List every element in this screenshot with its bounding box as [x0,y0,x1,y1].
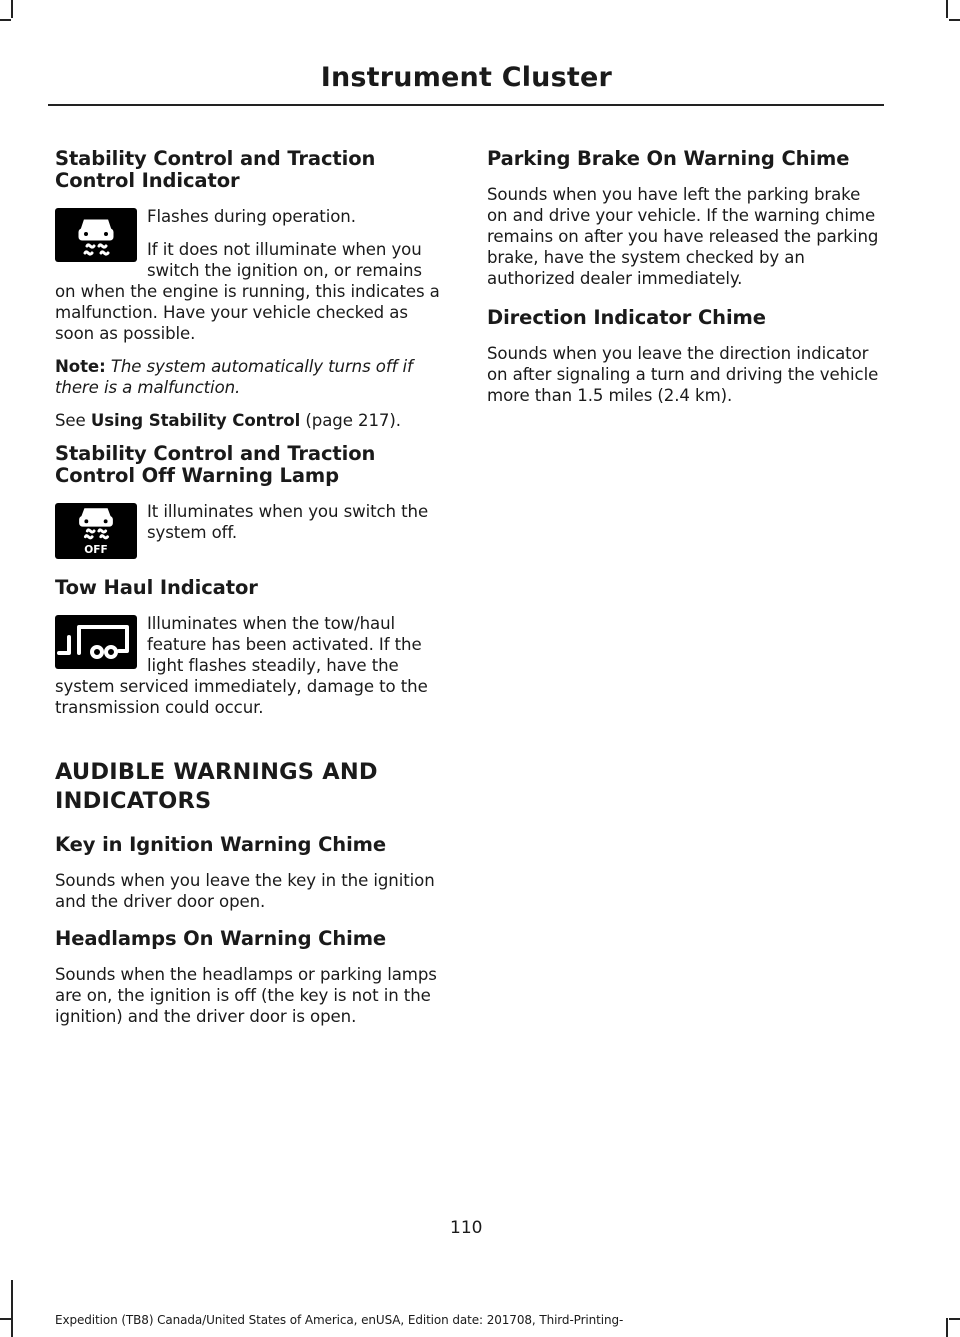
tow-haul-icon [55,615,137,669]
left-column [55,148,447,1039]
heading-line-1: AUDIBLE WARNINGS AND [55,759,378,785]
section-heading-stability-off: Stability Control and Traction Control Off Warning Lamp [55,442,376,487]
stability-control-off-icon [55,503,137,559]
off-label: OFF [84,544,108,557]
note-text: The system automatically turns off if there is a malfunction. [55,357,413,397]
paragraph: Sounds when you have left the parking brake on and drive your vehicle. If the warning chime remains on after you have released the parking brake, have the system checked by an authorized dealer immediately. [487,185,879,288]
section-heading-tow-haul: Tow Haul Indicator [55,576,258,599]
section-heading-key-chime: Key in Ignition Warning Chime [55,833,387,856]
page-reference: (page 217). [305,411,401,430]
crop-mark [949,1318,960,1320]
paragraph: Sounds when you leave the direction indicator on after signaling a turn and driving the vehicle more than 1.5 miles (2.4 km). [487,344,879,405]
section-heading-headlamps-chime: Headlamps On Warning Chime [55,927,387,950]
paragraph: If it does not illuminate when you switch the ignition on, or remains on when the engine is running, this indicates a malfunction. Have your vehicle checked as soon as possible. [55,240,440,343]
paragraph: It illuminates when you switch the system off. [147,502,429,542]
stability-control-icon [55,208,137,262]
paragraph: Flashes during operation. [147,207,356,226]
section-heading-direction-chime: Direction Indicator Chime [487,306,766,329]
major-section-heading [55,758,447,816]
paragraph: Sounds when you leave the key in the ignition and the driver door open. [55,871,435,911]
see-prefix: See [55,411,86,430]
crop-mark [0,19,11,21]
footer-edition-info: Expedition (TB8) Canada/United States of America, enUSA, Edition date: 201708, Third-Printing- [55,1313,624,1327]
crop-mark [11,0,13,18]
page-title: Instrument Cluster [320,62,612,93]
note-paragraph [55,356,447,398]
crop-mark [0,1318,11,1320]
paragraph: Sounds when the headlamps or parking lamps are on, the ignition is off (the key is not in the ignition) and the driver door is open. [55,965,437,1026]
paragraph: Illuminates when the tow/haul feature has been activated. If the light flashes steadily, have the system serviced immediately, damage to the transmission could occur. [55,614,428,717]
right-column [487,148,881,418]
crop-mark [11,1280,13,1337]
using-stability-control-link[interactable]: Using Stability Control [90,411,301,430]
note-label: Note: [55,357,106,376]
heading-line-2: INDICATORS [55,788,212,814]
page-number: 110 [450,1218,483,1238]
section-heading-parking-brake-chime: Parking Brake On Warning Chime [487,147,850,170]
crop-mark [946,1318,948,1337]
crop-mark [949,19,960,21]
section-heading-stability-indicator: Stability Control and Traction Control Indicator [55,147,376,192]
cross-reference [55,410,447,431]
header-divider [48,104,884,106]
crop-mark [946,0,948,18]
